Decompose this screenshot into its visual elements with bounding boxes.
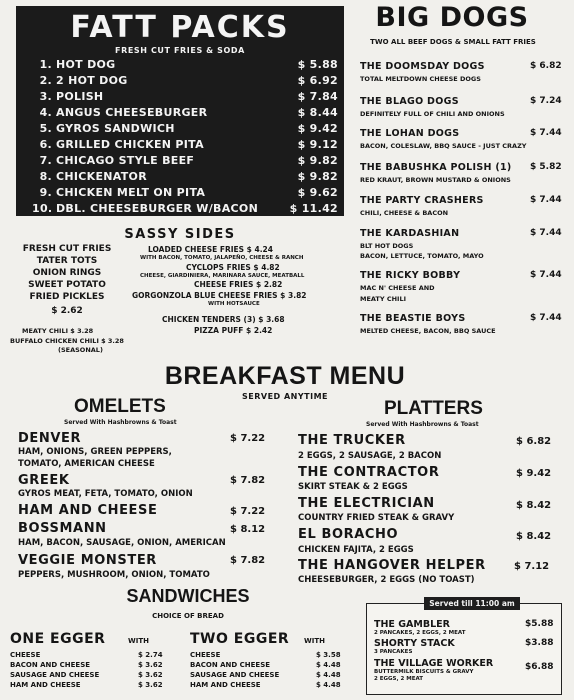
sandwiches-title: SANDWICHES	[126, 586, 250, 606]
platter-price: $ 9.42	[516, 468, 552, 479]
big-dog-name: THE LOHAN DOGS	[360, 128, 460, 139]
omelet-name: VEGGIE MONSTER	[18, 553, 157, 568]
big-dog-price: $ 7.44	[530, 228, 562, 238]
item-name: POLISH	[56, 90, 104, 103]
fatt-pack-item	[32, 202, 338, 215]
platter-name: THE CONTRACTOR	[298, 465, 440, 480]
side-note: (SEASONAL)	[58, 346, 103, 354]
omelet-price: $ 8.12	[230, 524, 266, 535]
two-egger-row-price: $ 3.58	[316, 651, 341, 659]
two-egger-title: TWO EGGER	[190, 631, 290, 647]
platter-desc: CHICKEN FAJITA, 2 EGGS	[298, 545, 414, 555]
one-egger-row-name: HAM AND CHEESE	[10, 681, 81, 689]
platter-desc: CHEESEBURGER, 2 EGGS (NO TOAST)	[298, 575, 475, 585]
side-item: PIZZA PUFF $ 2.42	[194, 326, 273, 335]
served-item-price: $3.88	[525, 638, 554, 648]
item-price: $ 7.84	[297, 90, 338, 103]
omelet-desc: HAM, BACON, SAUSAGE, ONION, AMERICAN	[18, 538, 226, 548]
fatt-pack-item	[32, 58, 338, 71]
side-item: MEATY CHILI $ 3.28	[22, 327, 94, 335]
fatt-packs-title: FATT PACKS	[70, 10, 290, 45]
big-dog-price: $ 7.44	[530, 270, 562, 280]
item-name: ANGUS CHEESEBURGER	[56, 106, 208, 119]
item-number: 7.	[39, 154, 52, 167]
omelet-desc: HAM, ONIONS, GREEN PEPPERS,	[18, 447, 172, 457]
big-dog-price: $ 7.44	[530, 128, 562, 138]
platter-desc: SKIRT STEAK & 2 EGGS	[298, 482, 408, 492]
platter-price: $ 7.12	[514, 561, 550, 572]
item-price: $ 9.82	[297, 154, 338, 167]
item-price: $ 9.12	[297, 138, 338, 151]
fatt-pack-item	[32, 122, 338, 135]
item-number: 1.	[39, 58, 52, 71]
fatt-pack-item	[32, 186, 338, 199]
served-item-name: SHORTY STACK	[374, 638, 455, 649]
two-egger-row-name: HAM AND CHEESE	[190, 681, 261, 689]
big-dog-desc: RED KRAUT, BROWN MUSTARD & ONIONS	[360, 176, 511, 184]
item-number: 8.	[39, 170, 52, 183]
big-dog-desc: MELTED CHEESE, BACON, BBQ SAUCE	[360, 327, 496, 335]
breakfast-menu-title: BREAKFAST MENU	[164, 362, 406, 390]
one-egger-row-price: $ 3.62	[138, 681, 163, 689]
side-item: FRESH CUT FRIES	[22, 244, 112, 254]
side-item: LOADED CHEESE FRIES $ 4.24	[148, 245, 273, 254]
fatt-pack-item	[32, 106, 338, 119]
served-item-desc: 3 PANCAKES	[374, 649, 413, 655]
item-number: 6.	[39, 138, 52, 151]
item-price: $ 9.42	[297, 122, 338, 135]
omelet-name: DENVER	[18, 431, 82, 446]
fatt-pack-item	[32, 90, 338, 103]
big-dog-price: $ 5.82	[530, 162, 562, 172]
big-dog-name: THE BLAGO DOGS	[360, 96, 459, 107]
sassy-sides-title: SASSY SIDES	[124, 227, 236, 242]
omelet-name: HAM AND CHEESE	[18, 503, 158, 518]
item-number: 9.	[39, 186, 52, 199]
big-dog-name: THE RICKY BOBBY	[360, 270, 461, 281]
item-name: GRILLED CHICKEN PITA	[56, 138, 204, 151]
fatt-pack-item	[32, 154, 338, 167]
big-dog-name: THE BABUSHKA POLISH (1)	[360, 162, 512, 173]
one-egger-row-price: $ 2.74	[138, 651, 163, 659]
served-item-name: THE VILLAGE WORKER	[374, 658, 494, 669]
fatt-pack-item	[32, 138, 338, 151]
item-name: CHICKENATOR	[56, 170, 147, 183]
big-dog-price: $ 7.44	[530, 313, 562, 323]
two-egger-row-price: $ 4.48	[316, 681, 341, 689]
omelet-desc: PEPPERS, MUSHROOM, ONION, TOMATO	[18, 570, 210, 580]
side-item: CYCLOPS FRIES $ 4.82	[186, 263, 280, 272]
big-dog-desc: MAC N' CHEESE AND	[360, 284, 435, 292]
fatt-packs-subtitle: FRESH CUT FRIES & SODA	[115, 46, 245, 55]
side-item: TATER TOTS	[36, 256, 98, 266]
one-egger-row-price: $ 3.62	[138, 671, 163, 679]
omelets-subtitle: Served With Hashbrowns & Toast	[64, 419, 177, 426]
item-price: $ 5.88	[297, 58, 338, 71]
big-dog-name: THE BEASTIE BOYS	[360, 313, 466, 324]
served-item-desc: 2 EGGS, 2 MEAT	[374, 676, 424, 682]
one-egger-row-name: SAUSAGE AND CHEESE	[10, 671, 100, 679]
one-egger-row-price: $ 3.62	[138, 661, 163, 669]
platter-name: THE HANGOVER HELPER	[298, 558, 486, 573]
served-till-label: Served till 11:00 am	[424, 597, 520, 610]
omelet-desc: TOMATO, AMERICAN CHEESE	[18, 459, 155, 469]
one-egger-row-name: CHEESE	[10, 651, 41, 659]
served-item-desc: BUTTERMILK BISCUITS & GRAVY	[374, 669, 474, 675]
platter-desc: 2 EGGS, 2 SAUSAGE, 2 BACON	[298, 451, 442, 461]
platter-name: THE TRUCKER	[298, 433, 406, 448]
one-egger-title: ONE EGGER	[10, 631, 106, 647]
item-price: $ 8.44	[297, 106, 338, 119]
item-number: 2.	[39, 74, 52, 87]
omelet-price: $ 7.82	[230, 475, 266, 486]
side-item: BUFFALO CHICKEN CHILI $ 3.28	[10, 337, 124, 345]
side-item: GORGONZOLA BLUE CHEESE FRIES $ 3.82	[132, 291, 307, 300]
item-name: CHICAGO STYLE BEEF	[56, 154, 195, 167]
big-dog-desc: BLT HOT DOGS	[360, 242, 414, 250]
side-item: CHICKEN TENDERS (3) $ 3.68	[162, 315, 285, 324]
big-dog-desc: DEFINITELY FULL OF CHILI AND ONIONS	[360, 110, 505, 118]
item-price: $ 6.92	[297, 74, 338, 87]
platter-desc: COUNTRY FRIED STEAK & GRAVY	[298, 513, 455, 523]
side-desc: WITH HOTSAUCE	[208, 301, 260, 307]
fatt-pack-item	[32, 170, 338, 183]
served-item-price: $6.88	[525, 662, 554, 672]
platter-price: $ 8.42	[516, 500, 552, 511]
item-name: CHICKEN MELT ON PITA	[56, 186, 206, 199]
big-dog-price: $ 6.82	[530, 61, 562, 71]
item-name: GYROS SANDWICH	[56, 122, 175, 135]
two-egger-row-price: $ 4.48	[316, 671, 341, 679]
two-egger-row-name: CHEESE	[190, 651, 221, 659]
sandwiches-subtitle: CHOICE OF BREAD	[152, 612, 224, 620]
item-price: $ 11.42	[289, 202, 338, 215]
big-dog-desc: TOTAL MELTDOWN CHEESE DOGS	[360, 75, 481, 83]
big-dog-desc: CHILI, CHEESE & BACON	[360, 209, 449, 217]
side-item: SWEET POTATO	[28, 280, 106, 290]
one-egger-with: WITH	[128, 637, 149, 645]
item-name: DBL. CHEESEBURGER W/BACON	[56, 202, 259, 215]
omelet-price: $ 7.82	[230, 555, 266, 566]
item-name: 2 HOT DOG	[56, 74, 128, 87]
big-dog-desc: MEATY CHILI	[360, 295, 407, 303]
big-dog-price: $ 7.24	[530, 96, 562, 106]
item-number: 3.	[39, 90, 52, 103]
item-number: 5.	[39, 122, 52, 135]
served-item-desc: 2 PANCAKES, 2 EGGS, 2 MEAT	[374, 630, 466, 636]
omelet-name: BOSSMANN	[18, 521, 107, 536]
two-egger-with: WITH	[304, 637, 325, 645]
item-number: 4.	[39, 106, 52, 119]
platter-name: THE ELECTRICIAN	[298, 496, 435, 511]
one-egger-row-name: BACON AND CHEESE	[10, 661, 91, 669]
side-desc: WITH BACON, TOMATO, JALAPEÑO, CHEESE & RANCH	[140, 255, 304, 261]
fatt-pack-item	[32, 74, 338, 87]
big-dog-name: THE PARTY CRASHERS	[360, 195, 484, 206]
big-dog-name: THE KARDASHIAN	[360, 228, 460, 239]
side-desc: CHEESE, GIARDINIERA, MARINARA SAUCE, MEATBALL	[140, 273, 305, 279]
side-item: ONION RINGS	[32, 268, 102, 278]
side-item: FRIED PICKLES	[29, 292, 105, 302]
omelet-desc: GYROS MEAT, FETA, TOMATO, ONION	[18, 489, 193, 499]
omelet-name: GREEK	[18, 473, 70, 488]
two-egger-row-name: SAUSAGE AND CHEESE	[190, 671, 280, 679]
platter-name: EL BORACHO	[298, 527, 399, 542]
item-price: $ 9.62	[297, 186, 338, 199]
big-dog-desc: BACON, COLESLAW, BBQ SAUCE - JUST CRAZY	[360, 142, 527, 150]
platters-title: PLATTERS	[384, 398, 483, 419]
side-item: CHEESE FRIES $ 2.82	[194, 280, 283, 289]
omelet-price: $ 7.22	[230, 506, 266, 517]
item-name: HOT DOG	[56, 58, 116, 71]
breakfast-subtitle: SERVED ANYTIME	[241, 392, 328, 401]
omelet-price: $ 7.22	[230, 433, 266, 444]
served-item-price: $5.88	[525, 619, 554, 629]
big-dog-price: $ 7.44	[530, 195, 562, 205]
omelets-title: OMELETS	[74, 396, 166, 417]
side-price: $ 2.62	[51, 306, 83, 316]
big-dogs-title: BIG DOGS	[375, 2, 529, 33]
platter-price: $ 8.42	[516, 531, 552, 542]
platters-subtitle: Served With Hashbrowns & Toast	[366, 421, 479, 428]
served-item-name: THE GAMBLER	[374, 619, 450, 630]
fatt-packs-panel	[16, 6, 344, 216]
item-price: $ 9.82	[297, 170, 338, 183]
item-number: 10.	[32, 202, 53, 215]
platter-price: $ 6.82	[516, 436, 552, 447]
two-egger-row-price: $ 4.48	[316, 661, 341, 669]
big-dog-desc: BACON, LETTUCE, TOMATO, MAYO	[360, 252, 484, 260]
two-egger-row-name: BACON AND CHEESE	[190, 661, 271, 669]
big-dogs-subtitle: TWO ALL BEEF DOGS & SMALL FATT FRIES	[370, 38, 536, 46]
big-dog-name: THE DOOMSDAY DOGS	[360, 61, 485, 72]
